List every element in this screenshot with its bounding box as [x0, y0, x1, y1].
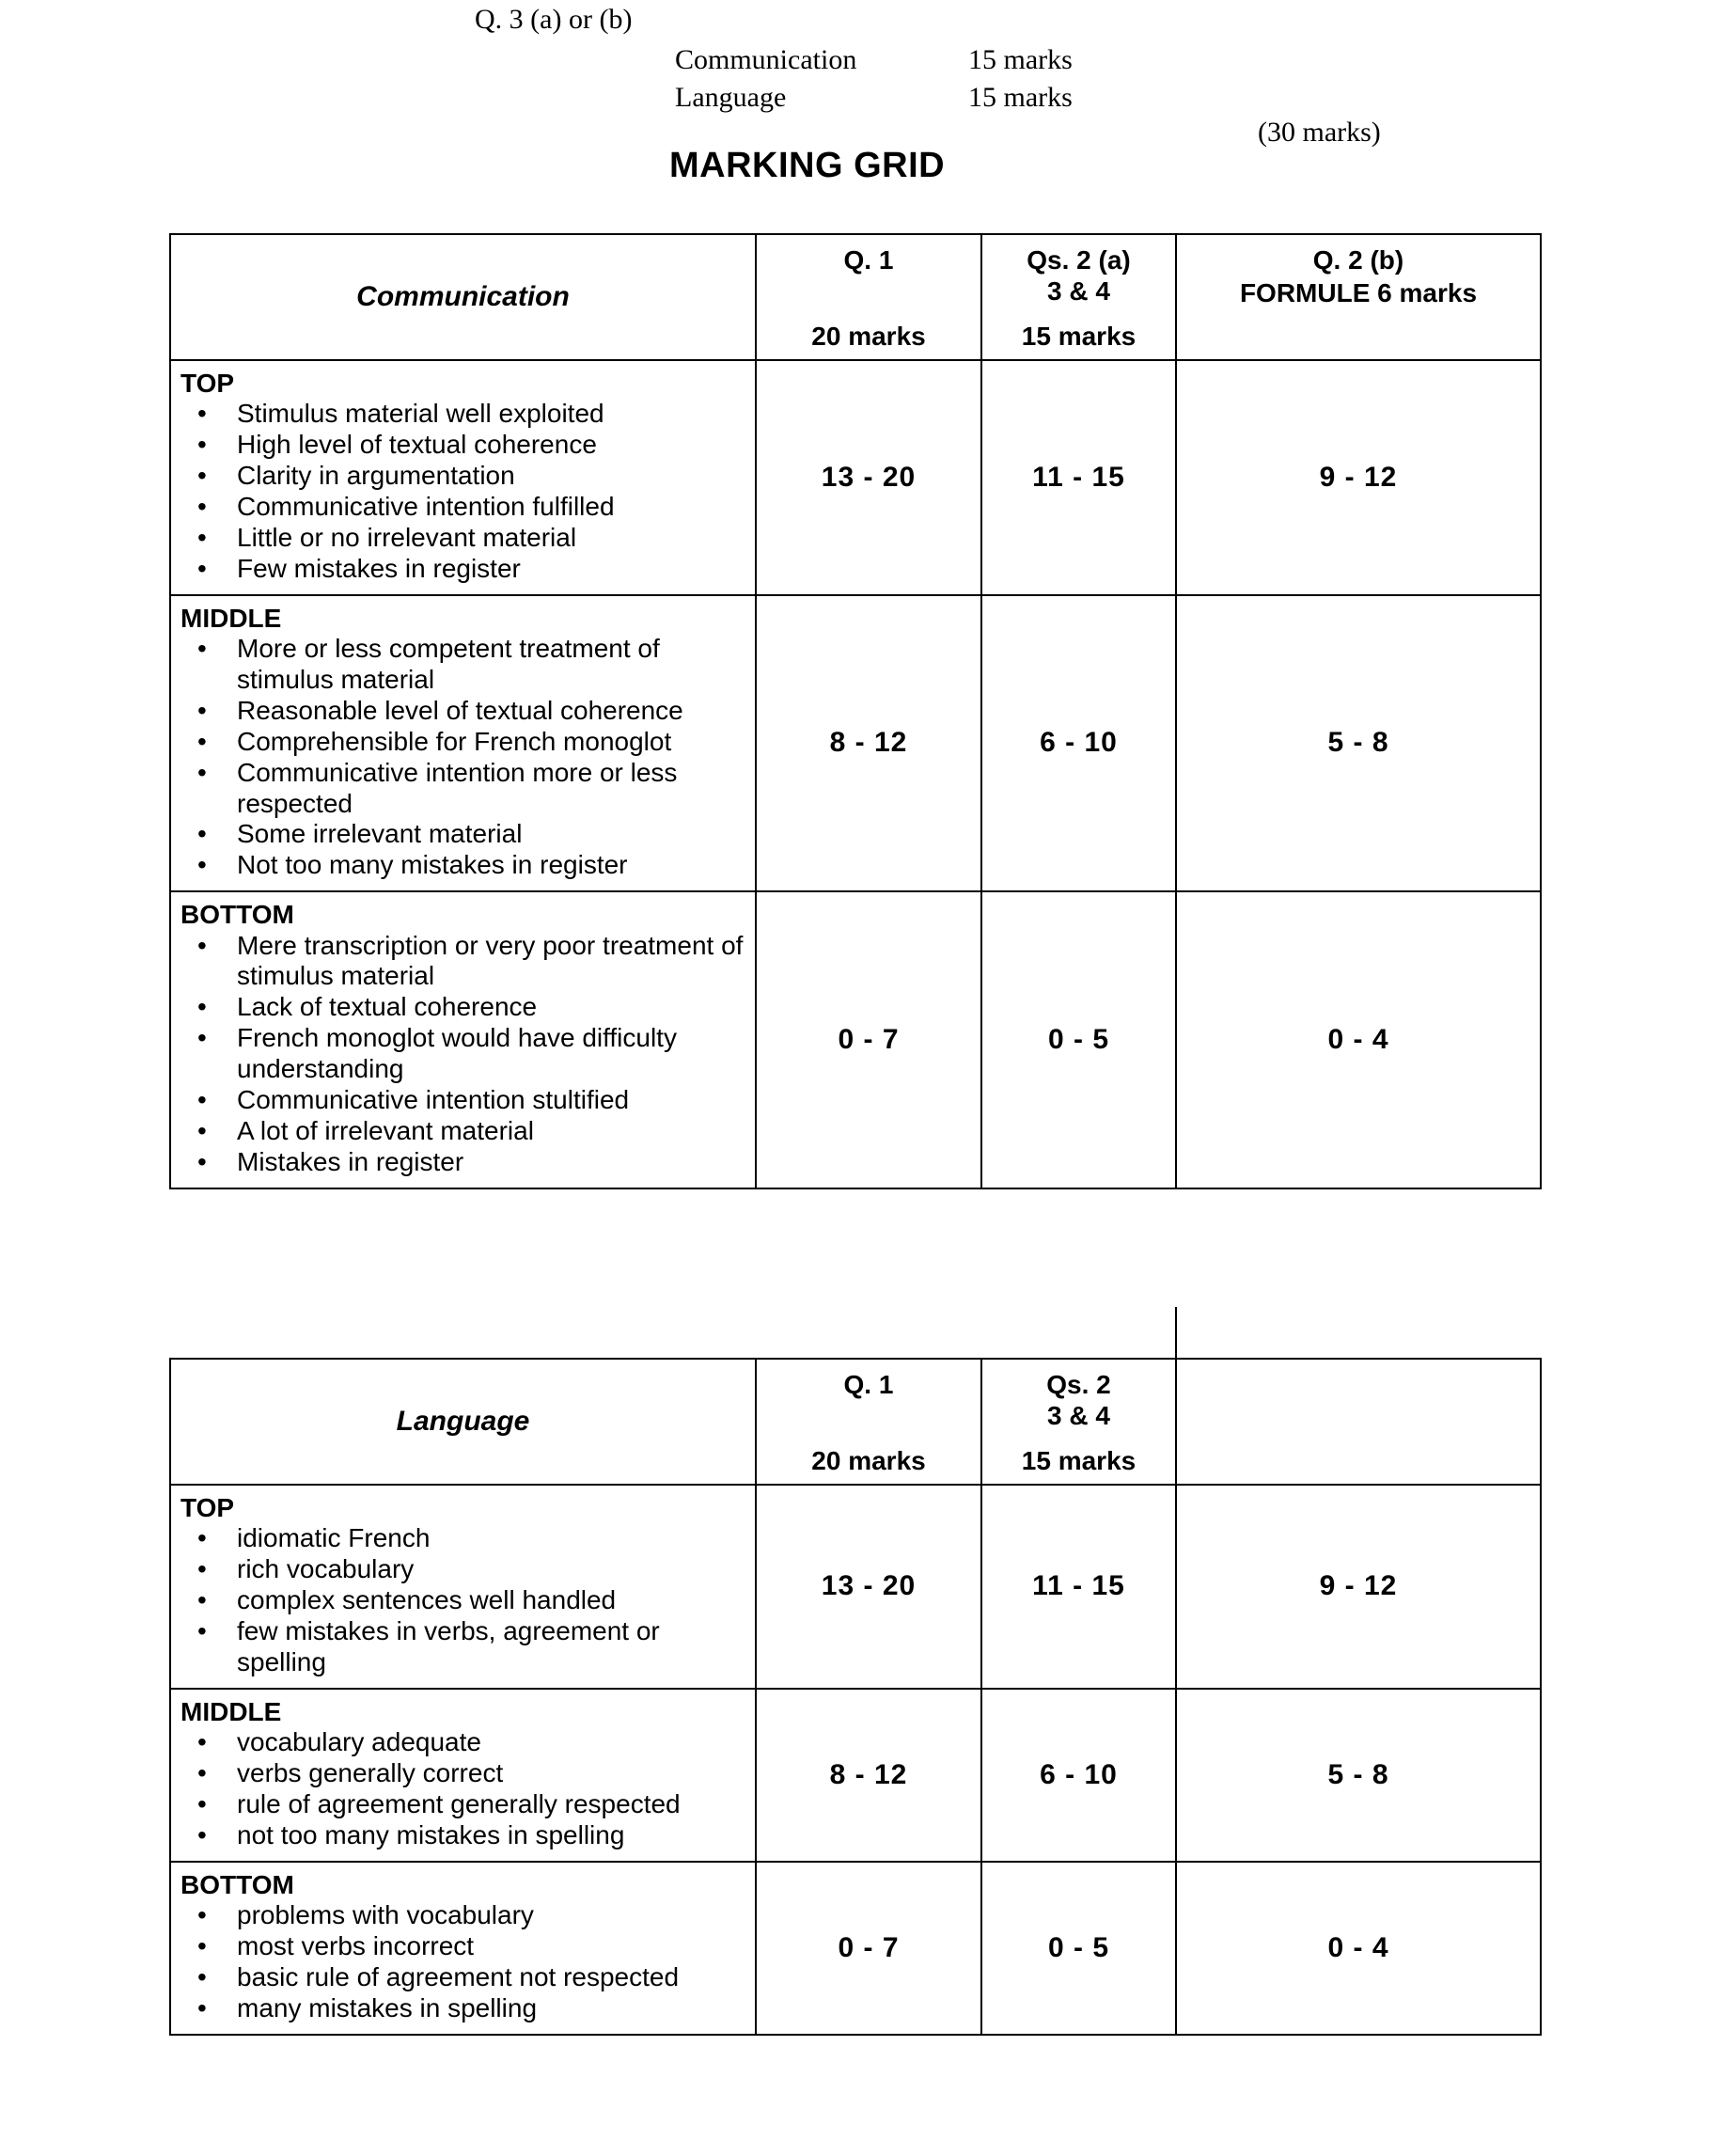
- criteria-text: complex sentences well handled: [237, 1585, 617, 1615]
- column-header-marks: 20 marks: [811, 321, 926, 351]
- bullet-icon: •: [197, 992, 207, 1022]
- band-title: BOTTOM: [180, 1869, 294, 1899]
- list-item: [180, 430, 745, 461]
- total-marks: (30 marks): [1258, 117, 1381, 148]
- mark-range-q2b: 5 - 8: [1176, 595, 1541, 891]
- criteria-text: Reasonable level of textual coherence: [237, 695, 683, 725]
- mark-range-qs2: 6 - 10: [981, 1689, 1176, 1862]
- bullet-icon: •: [197, 850, 207, 880]
- list-item: [180, 1820, 745, 1851]
- list-item: [180, 1900, 745, 1931]
- criteria-name-communication: Communication: [675, 44, 857, 75]
- mark-range-q1: 8 - 12: [756, 1689, 981, 1862]
- list-item: [180, 523, 745, 554]
- mark-range-col4: 5 - 8: [1176, 1689, 1541, 1862]
- language-grid: [169, 1358, 1540, 2036]
- criteria-text: Stimulus material well exploited: [237, 399, 604, 429]
- bullet-icon: •: [197, 399, 207, 429]
- list-item: [180, 1931, 745, 1962]
- list-item: [180, 399, 745, 430]
- list-item: [180, 1147, 745, 1178]
- bullet-icon: •: [197, 1085, 207, 1114]
- list-item: [180, 634, 745, 696]
- criteria-marks-language: 15 marks: [968, 81, 1073, 113]
- band-title: BOTTOM: [180, 900, 294, 930]
- list-item: [180, 1962, 745, 1993]
- bullet-icon: •: [197, 1758, 207, 1788]
- list-item: [180, 492, 745, 523]
- bullet-icon: •: [197, 1930, 207, 1960]
- criteria-list: [180, 634, 745, 881]
- question-label: Q. 3 (a) or (b): [475, 4, 633, 35]
- column-header-line1: Qs. 2: [1046, 1370, 1111, 1399]
- column-header-line1: Q. 1: [843, 245, 894, 275]
- list-item: [180, 1523, 745, 1554]
- criteria-text: idiomatic French: [237, 1523, 431, 1553]
- list-item: [180, 1758, 745, 1789]
- criteria-list: [180, 931, 745, 1178]
- list-item: [180, 1554, 745, 1585]
- criteria-list: [180, 1900, 745, 2024]
- section-label-language: Language: [170, 1359, 756, 1485]
- column-header-qs2: [981, 1359, 1176, 1485]
- table-header-row: [170, 1359, 1541, 1485]
- bullet-icon: •: [197, 1554, 207, 1584]
- criteria-text: Clarity in argumentation: [237, 461, 515, 491]
- section-label-communication: Communication: [170, 234, 756, 360]
- list-item: [180, 554, 745, 585]
- column-header-empty: [1176, 1359, 1541, 1485]
- bullet-icon: •: [197, 430, 207, 460]
- bullet-icon: •: [197, 1992, 207, 2022]
- list-item: [180, 696, 745, 727]
- list-item: [180, 1085, 745, 1116]
- list-item: [180, 1116, 745, 1147]
- table-row: [170, 595, 1541, 891]
- column-header-line1: Qs. 2 (a): [1027, 245, 1131, 275]
- communication-marking-table: [169, 233, 1542, 1189]
- criteria-text: Not too many mistakes in register: [237, 850, 628, 880]
- mark-range-q1: 13 - 20: [756, 1485, 981, 1689]
- bullet-icon: •: [197, 1146, 207, 1176]
- bullet-icon: •: [197, 1523, 207, 1553]
- criteria-name-language: Language: [675, 81, 787, 113]
- table-row: [170, 891, 1541, 1188]
- bullet-icon: •: [197, 492, 207, 522]
- page-header: [0, 0, 1709, 233]
- criteria-cell-middle: [170, 595, 756, 891]
- list-item: [180, 931, 745, 993]
- column-header-line2: 3 & 4: [1047, 1401, 1110, 1431]
- criteria-text: few mistakes in verbs, agreement or spelling: [237, 1616, 660, 1676]
- criteria-cell-middle: [170, 1689, 756, 1862]
- bullet-icon: •: [197, 553, 207, 583]
- bullet-icon: •: [197, 819, 207, 849]
- mark-range-qs2a: 11 - 15: [981, 360, 1176, 595]
- list-item: [180, 727, 745, 758]
- column-header-q2b-formule: [1176, 234, 1541, 360]
- criteria-text: Mistakes in register: [237, 1146, 464, 1176]
- column-header-line1: Q. 2 (b): [1312, 245, 1404, 275]
- table-header-row: [170, 234, 1541, 360]
- bullet-icon: •: [197, 1819, 207, 1849]
- list-item: [180, 758, 745, 820]
- mark-range-qs2: 0 - 5: [981, 1862, 1176, 2035]
- communication-grid: [169, 233, 1540, 1189]
- list-item: [180, 1727, 745, 1758]
- column-header-line1: Q. 1: [843, 1370, 894, 1399]
- criteria-text: most verbs incorrect: [237, 1930, 475, 1960]
- table-row: [170, 360, 1541, 595]
- mark-range-qs2: 11 - 15: [981, 1485, 1176, 1689]
- column-header-marks: 15 marks: [1021, 1445, 1137, 1475]
- column-header-q1: [756, 234, 981, 360]
- column-header-line2: FORMULE 6 marks: [1239, 278, 1478, 308]
- mark-range-q1: 13 - 20: [756, 360, 981, 595]
- column-header-line2: 3 & 4: [1047, 276, 1110, 307]
- table-gap-divider: [1175, 1307, 1177, 1360]
- list-item: [180, 850, 745, 881]
- criteria-text: Communicative intention more or less respected: [237, 757, 678, 818]
- bullet-icon: •: [197, 1115, 207, 1145]
- criteria-list: [180, 399, 745, 584]
- bullet-icon: •: [197, 695, 207, 725]
- criteria-text: basic rule of agreement not respected: [237, 1961, 680, 1991]
- criteria-text: Few mistakes in register: [237, 553, 521, 583]
- bullet-icon: •: [197, 1023, 207, 1053]
- table-row: [170, 1862, 1541, 2035]
- criteria-text: problems with vocabulary: [237, 1900, 534, 1930]
- criteria-marks-list: [675, 41, 1156, 116]
- criteria-cell-top: [170, 360, 756, 595]
- criteria-marks-communication: 15 marks: [968, 44, 1073, 75]
- criteria-text: Lack of textual coherence: [237, 992, 538, 1022]
- list-item: [180, 992, 745, 1023]
- band-title: MIDDLE: [180, 603, 282, 633]
- criteria-text: Communicative intention stultified: [237, 1085, 630, 1114]
- list-item: [180, 461, 745, 492]
- mark-range-q1: 8 - 12: [756, 595, 981, 891]
- bullet-icon: •: [197, 757, 207, 787]
- criteria-row: [675, 41, 1156, 79]
- language-marking-table: [169, 1358, 1542, 2036]
- column-header-qs2a: [981, 234, 1176, 360]
- bullet-icon: •: [197, 1900, 207, 1930]
- mark-range-qs2a: 6 - 10: [981, 595, 1176, 891]
- criteria-text: vocabulary adequate: [237, 1727, 481, 1757]
- bullet-icon: •: [197, 1788, 207, 1818]
- bullet-icon: •: [197, 1727, 207, 1757]
- list-item: [180, 1993, 745, 2024]
- bullet-icon: •: [197, 930, 207, 960]
- list-item: [180, 1789, 745, 1820]
- criteria-cell-bottom: [170, 1862, 756, 2035]
- bullet-icon: •: [197, 1585, 207, 1615]
- mark-range-qs2a: 0 - 5: [981, 891, 1176, 1188]
- mark-range-q1: 0 - 7: [756, 1862, 981, 2035]
- column-header-marks: 20 marks: [811, 1445, 926, 1475]
- list-item: [180, 1616, 745, 1678]
- column-header-marks: 15 marks: [1021, 321, 1137, 351]
- table-row: [170, 1485, 1541, 1689]
- bullet-icon: •: [197, 726, 207, 756]
- criteria-text: French monoglot would have difficulty understanding: [237, 1023, 677, 1084]
- bullet-icon: •: [197, 634, 207, 664]
- mark-range-q1: 0 - 7: [756, 891, 981, 1188]
- column-header-q1: [756, 1359, 981, 1485]
- criteria-cell-bottom: [170, 891, 756, 1188]
- criteria-text: rich vocabulary: [237, 1554, 415, 1584]
- mark-range-col4: 9 - 12: [1176, 1485, 1541, 1689]
- band-title: MIDDLE: [180, 1696, 282, 1726]
- criteria-text: Communicative intention fulfilled: [237, 492, 615, 522]
- criteria-text: rule of agreement generally respected: [237, 1788, 681, 1818]
- table-row: [170, 1689, 1541, 1862]
- criteria-row: [675, 79, 1156, 117]
- bullet-icon: •: [197, 522, 207, 552]
- mark-range-q2b: 0 - 4: [1176, 891, 1541, 1188]
- criteria-text: More or less competent treatment of stimulus material: [237, 634, 660, 694]
- mark-range-q2b: 9 - 12: [1176, 360, 1541, 595]
- criteria-text: Comprehensible for French monoglot: [237, 726, 672, 756]
- bullet-icon: •: [197, 1961, 207, 1991]
- mark-range-col4: 0 - 4: [1176, 1862, 1541, 2035]
- criteria-text: High level of textual coherence: [237, 430, 597, 460]
- criteria-list: [180, 1523, 745, 1677]
- band-title: TOP: [180, 369, 235, 398]
- criteria-list: [180, 1727, 745, 1851]
- list-item: [180, 819, 745, 850]
- criteria-text: Little or no irrelevant material: [237, 522, 577, 552]
- criteria-text: Mere transcription or very poor treatment of stimulus material: [237, 930, 744, 991]
- criteria-cell-top: [170, 1485, 756, 1689]
- band-title: TOP: [180, 1493, 235, 1522]
- bullet-icon: •: [197, 461, 207, 491]
- bullet-icon: •: [197, 1616, 207, 1646]
- criteria-text: many mistakes in spelling: [237, 1992, 538, 2022]
- list-item: [180, 1023, 745, 1085]
- page-title: MARKING GRID: [669, 146, 946, 185]
- list-item: [180, 1585, 745, 1616]
- criteria-text: not too many mistakes in spelling: [237, 1819, 625, 1849]
- criteria-text: Some irrelevant material: [237, 819, 523, 849]
- criteria-text: A lot of irrelevant material: [237, 1115, 534, 1145]
- criteria-text: verbs generally correct: [237, 1758, 504, 1788]
